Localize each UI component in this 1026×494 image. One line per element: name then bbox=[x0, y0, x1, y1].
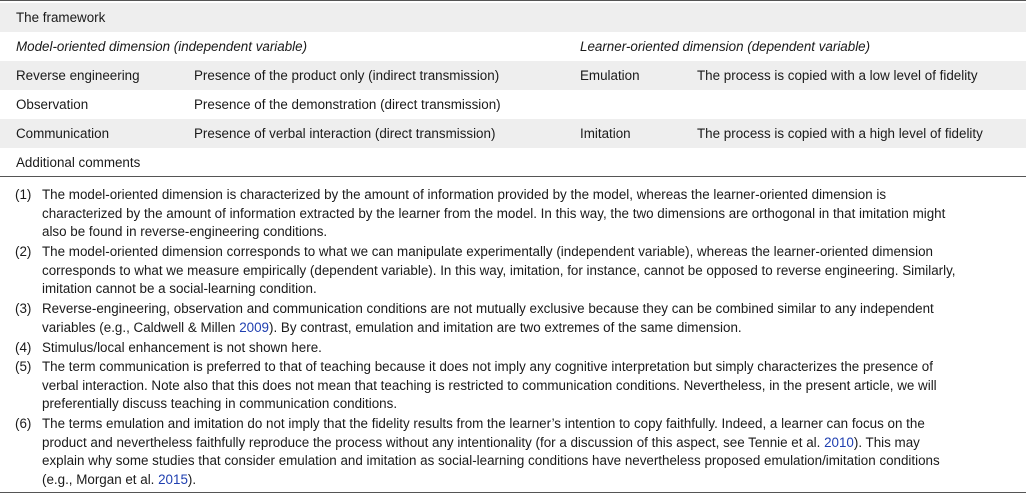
comments-heading-row bbox=[0, 148, 1026, 177]
note-number: (3) bbox=[15, 301, 32, 316]
model-desc-cell: Presence of the demonstration (direct transmission) bbox=[194, 97, 501, 112]
note-line: Stimulus/local enhancement is not shown here. bbox=[42, 340, 322, 355]
note-line-with-citation bbox=[42, 434, 1026, 453]
note-line: characterized by the amount of information extracted by the learner from the model. In this way, the two dimensions are orthogonal in that imitation might bbox=[42, 205, 946, 221]
note-line: explain why some studies that consider emulation and imitation as social-learning conditions have nevertheless proposed emulation/imitation conditions bbox=[42, 453, 940, 468]
note-line: The model-oriented dimension corresponds to what we can manipulate experimentally (independent variable), whereas the learner-oriented dimension bbox=[42, 244, 933, 259]
note-line: The terms emulation and imitation do not imply that the fidelity results from the learner’s intention to copy faithfully. Indeed, a learner can focus on the bbox=[42, 416, 925, 431]
model-desc-cell: Presence of verbal interaction (direct transmission) bbox=[194, 126, 496, 141]
title-row bbox=[0, 3, 1026, 32]
note-text: ). This may bbox=[853, 434, 920, 450]
learner-dimension-header: Learner-oriented dimension (dependent variable) bbox=[580, 39, 871, 54]
table-row bbox=[0, 90, 1026, 119]
model-desc-cell: Presence of the product only (indirect transmission) bbox=[194, 68, 500, 83]
learner-desc-cell: The process is copied with a high level of fidelity bbox=[697, 126, 983, 141]
condition-cell: Reverse engineering bbox=[16, 68, 140, 83]
note-line: The term communication is preferred to that of teaching because it does not imply any cognitive interpretation but simply characterizes the presence of bbox=[42, 359, 933, 374]
citation-link[interactable]: 2015 bbox=[158, 471, 188, 487]
note-line: The model-oriented dimension is characterized by the amount of information provided by the model, whereas the learner-oriented dimension is bbox=[42, 187, 887, 202]
learner-desc-cell: The process is copied with a low level of fidelity bbox=[697, 68, 978, 83]
note-text: ). bbox=[187, 471, 197, 487]
note-line: verbal interaction. Note also that this does not mean that teaching is restricted to communication conditions. Nevertheless, in the present article, we will bbox=[42, 377, 937, 393]
table-row bbox=[0, 119, 1026, 148]
note-number: (2) bbox=[15, 244, 32, 259]
condition-cell: Observation bbox=[16, 97, 89, 112]
top-rule bbox=[0, 0, 1026, 1]
learner-cell: Imitation bbox=[580, 126, 631, 141]
note-line-with-citation bbox=[42, 471, 1026, 490]
condition-cell: Communication bbox=[16, 126, 110, 141]
comments-heading: Additional comments bbox=[16, 155, 141, 170]
note-number: (1) bbox=[15, 187, 32, 202]
header-row bbox=[0, 32, 1026, 61]
model-dimension-header: Model-oriented dimension (independent variable) bbox=[16, 39, 308, 54]
note-number: (4) bbox=[15, 340, 32, 355]
note-line-with-citation bbox=[42, 319, 1026, 338]
note-line: imitation cannot be a social-learning condition. bbox=[42, 281, 317, 296]
note-text: product and nevertheless faithfully reproduce the process without any intentionality (for a discussion of this aspect, see Tennie et al. bbox=[42, 434, 825, 450]
table-row bbox=[0, 61, 1026, 90]
note-text: variables (e.g., Caldwell & Millen bbox=[42, 319, 240, 335]
learner-cell: Emulation bbox=[580, 68, 640, 83]
note-line: corresponds to what we measure empirically (dependent variable). In this way, imitation, for instance, cannot be opposed to reverse engineering. Similarly, bbox=[42, 262, 956, 278]
note-number: (6) bbox=[15, 416, 32, 431]
note-line: also be found in reverse-engineering conditions. bbox=[42, 224, 328, 239]
notes-list bbox=[0, 177, 1026, 492]
table-title: The framework bbox=[16, 10, 106, 25]
citation-link[interactable]: 2010 bbox=[824, 434, 854, 450]
note-number: (5) bbox=[15, 359, 32, 374]
bottom-rule bbox=[0, 492, 1026, 493]
note-text: ). By contrast, emulation and imitation are two extremes of the same dimension. bbox=[269, 319, 742, 335]
citation-link[interactable]: 2009 bbox=[239, 319, 270, 335]
note-line: preferentially discuss teaching in communication conditions. bbox=[42, 396, 398, 411]
note-line: Reverse-engineering, observation and communication conditions are not mutually exclusive because they can be combined similar to any independent bbox=[42, 301, 934, 316]
note-text: (e.g., Morgan et al. bbox=[42, 471, 159, 487]
